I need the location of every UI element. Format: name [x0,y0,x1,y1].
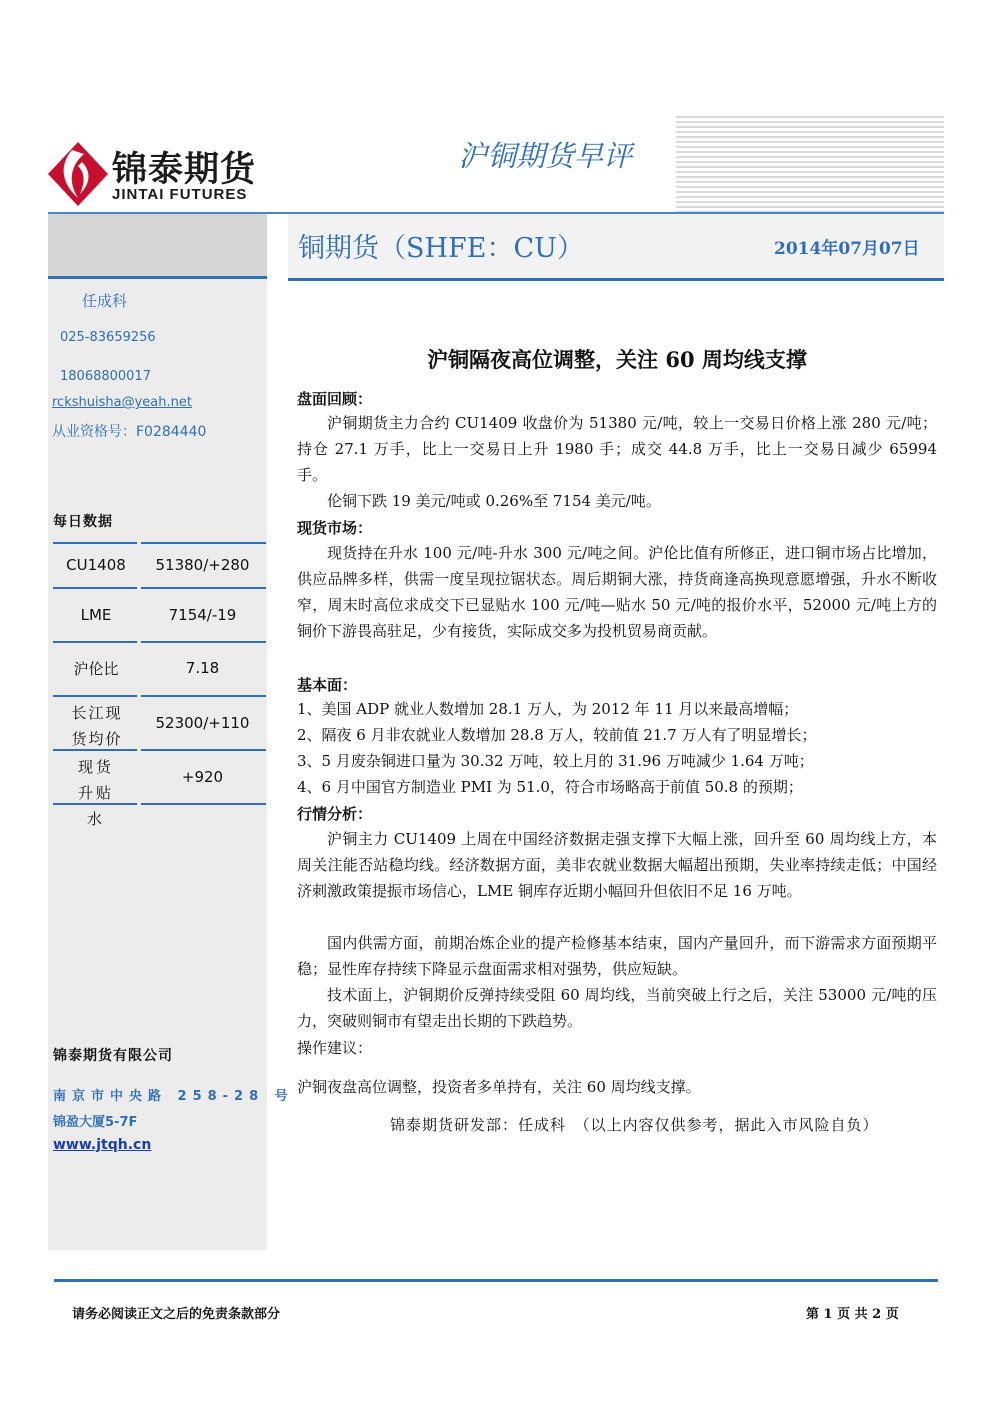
signoff-disclaimer: 锦泰期货研发部：任成科 （以上内容仅供参考，据此入市风险自负） [390,1116,879,1134]
company-address-line2: 锦盈大厦5-7F [53,1115,138,1130]
row-label: 现货升贴水 [77,758,114,828]
paragraph-analysis: 沪铜主力 CU1409 上周在中国经济数据走强支撑下大幅上涨，回升至 60 周均线上方，本周关注能否站稳均线。经济数据方面，美非农就业数据大幅超出预期，失业率持续走低；中国经济刺激政策提振市场信心，LME 铜库存近期小幅回升但依旧不足 16 万吨。 [297,830,937,900]
page-number: 第 1 页 共 2 页 [806,1307,899,1322]
row-label: 沪伦比 [73,660,119,678]
row-value: 7.18 [185,659,220,677]
table-rule [53,749,266,751]
table-rule [53,587,266,589]
company-name: 锦泰期货有限公司 [53,1048,173,1064]
analyst-phone: 025-83659256 [60,330,156,345]
company-address-line1: 南京市中央路 258-28 号 [53,1089,294,1104]
daily-data-title: 每日数据 [53,514,113,530]
contract-title: 铜期货（SHFE：CU） [298,233,584,264]
paragraph-supply-demand: 国内供需方面，前期冶炼企业的提产检修基本结束，国内产量回升，而下游需求方面预期平稳；显性库存持续下降显示盘面需求相对强势，供应短缺。 [297,934,937,978]
table-rule-gap [137,749,141,751]
paragraph-lme: 伦铜下跌 19 美元/吨或 0.26%至 7154 美元/吨。 [327,492,661,510]
report-title: 沪铜期货早评 [458,139,633,173]
paragraph-technical: 技术面上，沪铜期价反弹持续受阻 60 周均线，当前突破上行之后，关注 53000 元/吨的压力，突破则铜市有望走出长期的下跌趋势。 [297,986,937,1030]
logo-english-name: JINTAI FUTURES [112,186,248,203]
table-rule [53,641,266,643]
section-heading-review: 盘面回顾： [297,390,373,408]
table-rule-gap [137,641,141,643]
row-label: LME [80,606,112,624]
table-rule-gap [137,695,141,697]
analyst-email-link[interactable]: rckshuisha@yeah.net [52,395,192,410]
section-heading-spot: 现货市场： [297,519,373,537]
row-label: 长江现货均价 [71,704,123,748]
row-value: 7154/-19 [168,606,237,624]
footer-rule [54,1279,938,1282]
table-rule-gap [137,587,141,589]
fundamental-item: 2、隔夜 6 月非农就业人数增加 28.8 万人，较前值 21.7 万人有了明显增长； [297,726,817,744]
sidebar-top-rule [48,276,267,279]
row-value: +920 [181,768,224,786]
analyst-certificate: 从业资格号：F0284440 [52,424,207,440]
diamond-logo-icon [48,142,108,206]
logo-chinese-name: 锦泰期货 [112,149,257,190]
table-rule-gap [137,542,141,544]
operation-advice: 沪铜夜盘高位调整，投资者多单持有，关注 60 周均线支撑。 [297,1078,701,1096]
fundamental-item: 3、5 月废杂铜进口量为 30.32 万吨，较上月的 31.96 万吨减少 1.64 万吨； [297,752,814,770]
section-heading-fundamentals: 基本面： [297,676,358,694]
header-stripes [676,116,944,212]
fundamental-item: 4、6 月中国官方制造业 PMI 为 51.0，符合市场略高于前值 50.8 的预期； [297,778,803,796]
paragraph-review: 沪铜期货主力合约 CU1409 收盘价为 51380 元/吨，较上一交易日价格上涨 280 元/吨；持仓 27.1 万手，比上一交易日上升 1980 手；成交 44.8 万手，比上一交易日减少 65994 手。 [297,414,937,484]
table-rule [53,542,266,544]
paragraph-spot: 现货持在升水 100 元/吨-升水 300 元/吨之间。沪伦比值有所修正，进口铜市场占比增加，供应品牌多样，供需一度呈现拉锯状态。周后期铜大涨，持货商逢高换现意愿增强，升水不断收窄，周末时高位求成交下已显贴水 100 元/吨—贴水 50 元/吨的报价水平，52000 元/吨上方的铜价下游畏高驻足，少有接货，实际成交多为投机贸易商贡献。 [297,544,937,640]
footer-disclaimer-note: 请务必阅读正文之后的免责条款部分 [72,1307,281,1322]
title-band-rule [288,278,944,281]
section-heading-advice: 操作建议： [297,1039,373,1057]
fundamental-item: 1、美国 ADP 就业人数增加 28.1 万人，为 2012 年 11 月以来最高增幅； [297,700,799,718]
section-heading-analysis: 行情分析： [297,805,373,823]
table-rule-gap [137,803,141,805]
analyst-mobile: 18068800017 [60,369,151,384]
article-headline: 沪铜隔夜高位调整，关注 60 周均线支撑 [427,347,807,372]
analyst-name: 任成科 [82,292,128,310]
company-logo [48,140,278,210]
row-value: 52300/+110 [155,714,250,732]
sidebar-top-block [48,214,267,276]
row-value: 51380/+280 [155,556,250,574]
row-label: CU1408 [66,556,126,574]
company-website-link[interactable]: www.jtqh.cn [53,1137,152,1153]
table-rule [53,803,266,805]
table-rule [53,695,266,697]
report-date: 2014年07月07日 [774,239,920,259]
